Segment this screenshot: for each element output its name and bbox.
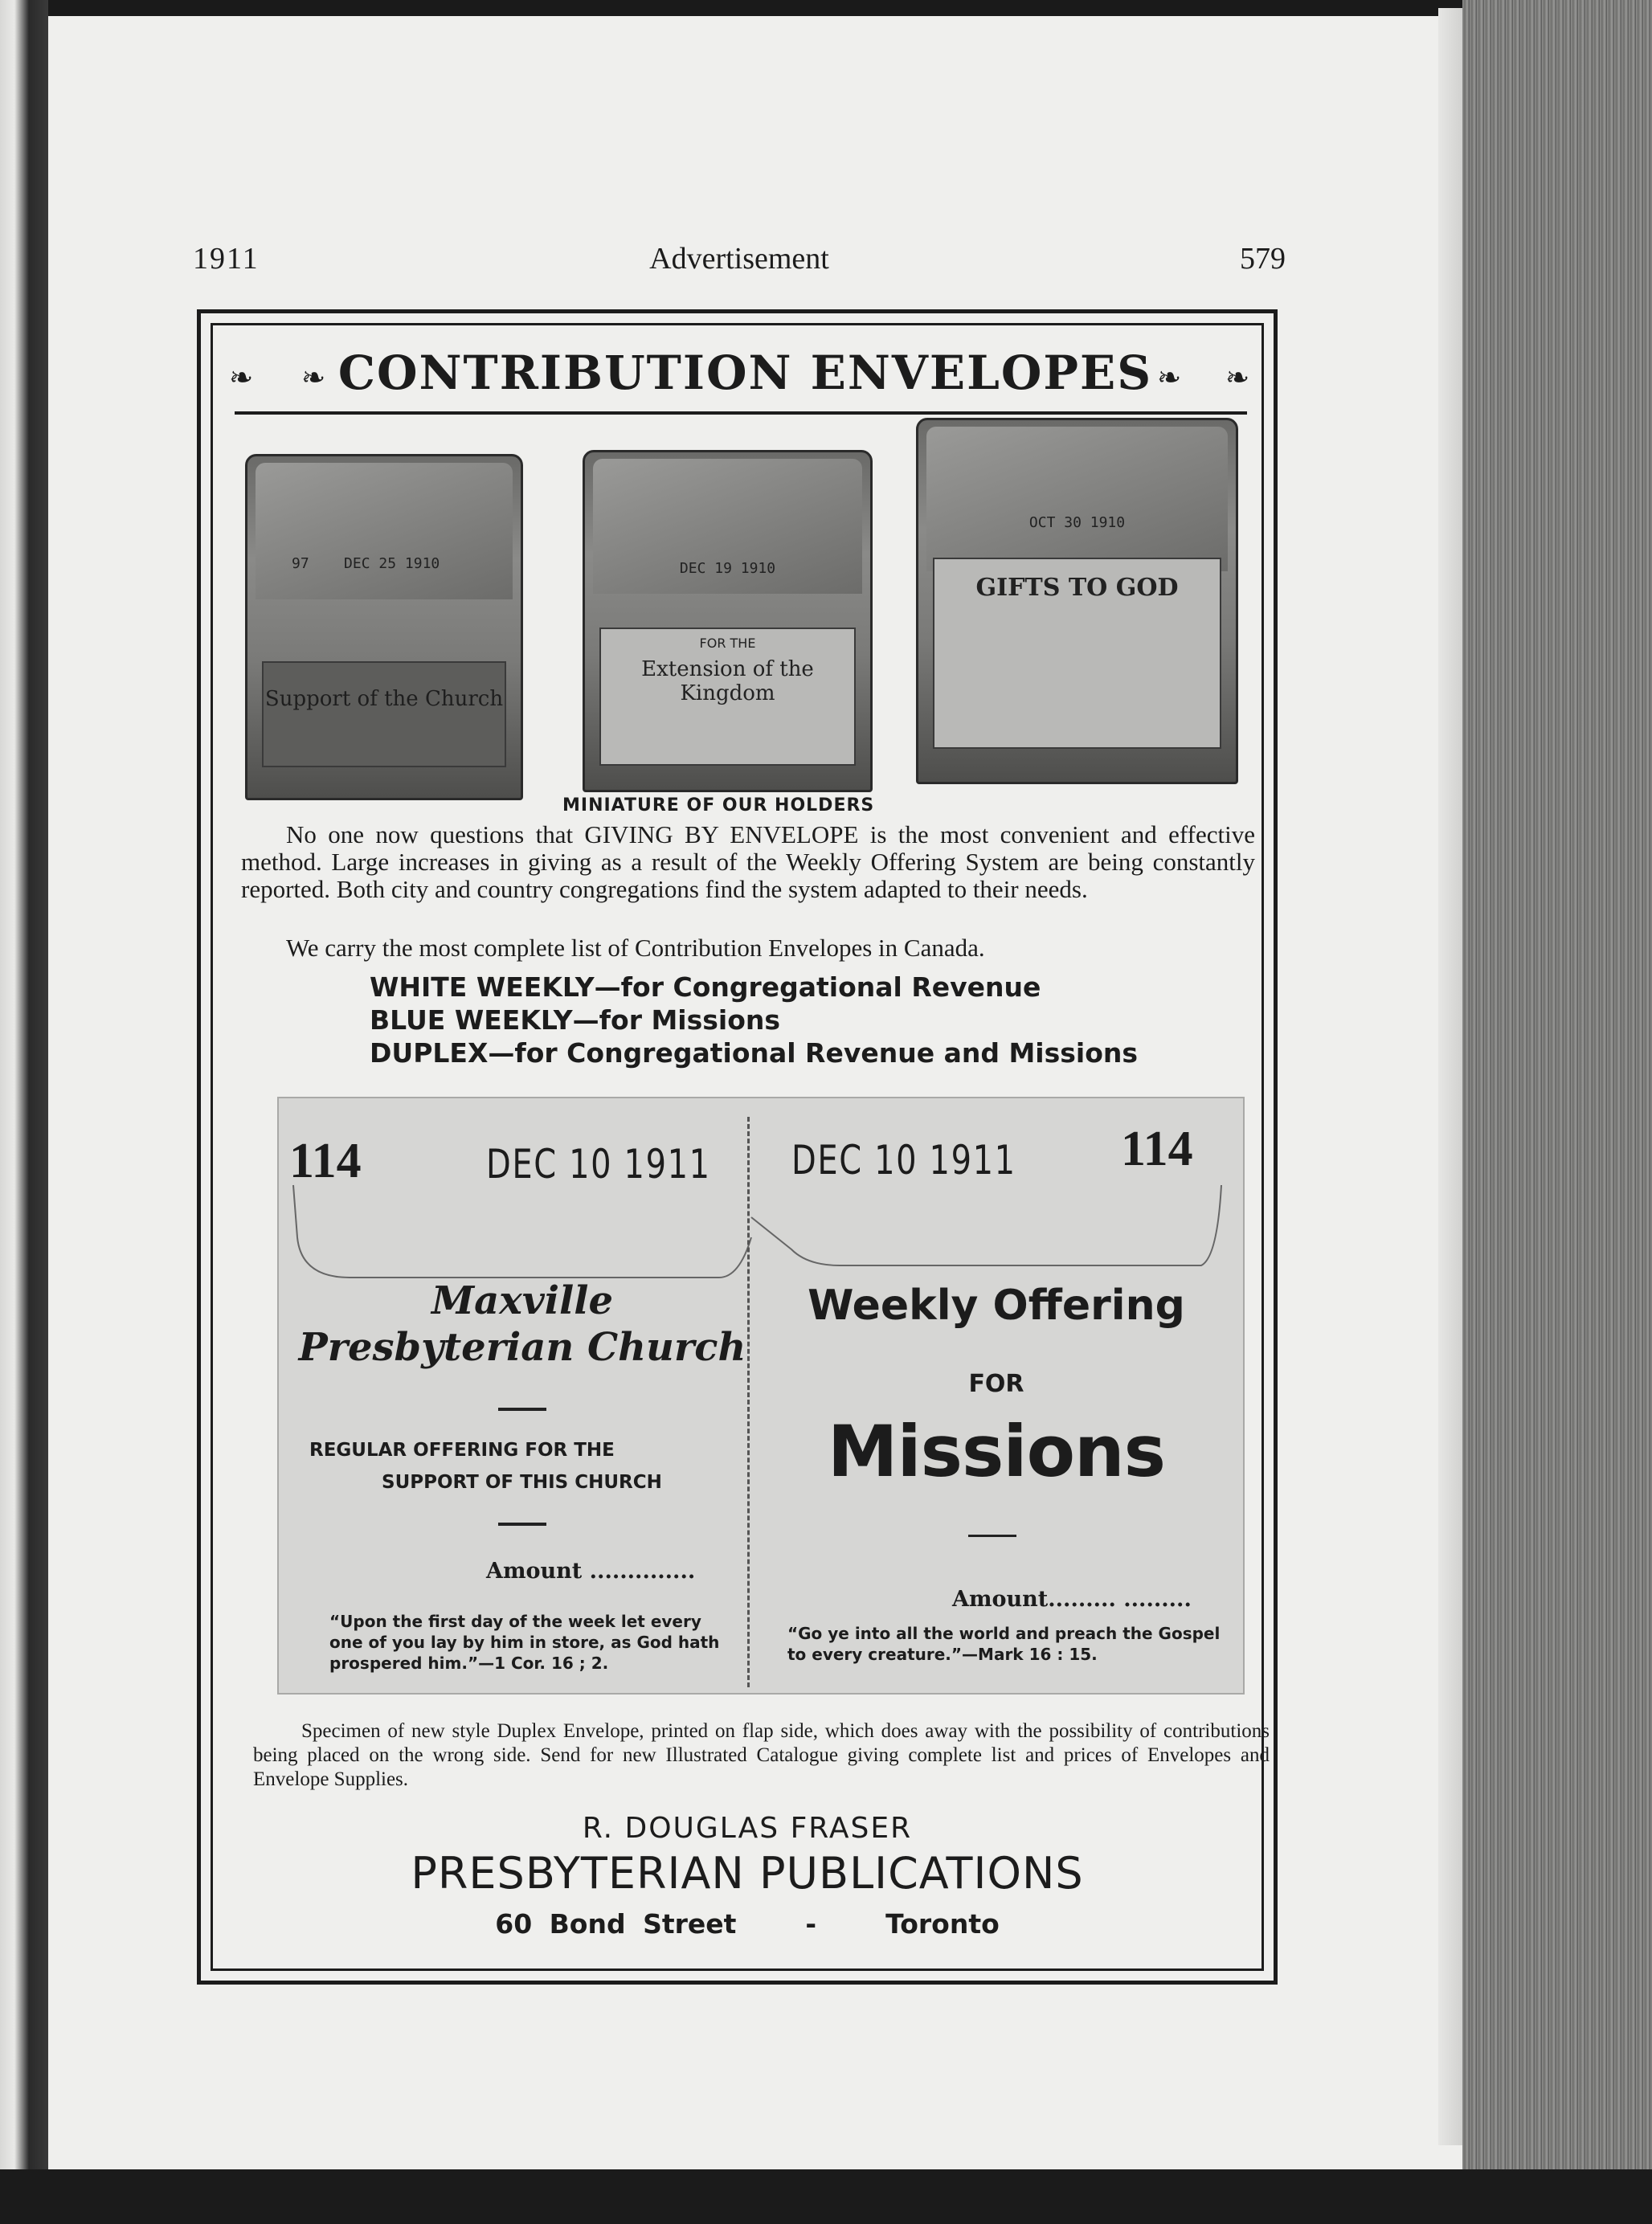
address-street: 60 Bond Street: [495, 1908, 737, 1940]
holder-flap: [256, 463, 513, 599]
running-head: [193, 241, 1286, 281]
fleuron-icon: ❧: [229, 362, 254, 395]
holder-date: [247, 555, 521, 572]
holder-label: [599, 628, 856, 766]
envelope-number-left: 114: [289, 1134, 362, 1188]
perforation-line: [747, 1117, 750, 1687]
envelope-date-left: DEC 10 1911: [486, 1141, 711, 1188]
book-spine-left: [0, 0, 48, 2224]
envelope-type-blue: BLUE WEEKLY—for Missions: [370, 1004, 781, 1036]
address-separator: -: [805, 1908, 817, 1940]
holder-caption: FOR THE: [699, 636, 756, 652]
fleuron-icon: ❧: [1157, 362, 1182, 395]
running-head-year: 1911: [193, 242, 260, 276]
holder-date-text: DEC 19 1910: [679, 560, 776, 578]
publisher-address: [225, 1908, 1270, 1940]
church-name-line1: Maxville: [431, 1278, 613, 1323]
amount-field-right: Amount......... .........: [952, 1587, 1192, 1612]
page-number: 579: [1240, 242, 1286, 276]
weekly-offering-heading: Weekly Offering: [808, 1282, 1185, 1330]
church-name-line2: Presbyterian Church: [298, 1325, 746, 1370]
envelope-type-white: WHITE WEEKLY—for Congregational Revenue: [370, 971, 1041, 1003]
verse-right: “Go ye into all the world and preach the Gospel to every creature.”—Mark 16 : 15.: [787, 1624, 1221, 1664]
holder-number: 97: [292, 555, 309, 573]
missions-heading: Missions: [827, 1410, 1166, 1493]
envelope-types-list: [370, 971, 1138, 1069]
holder-label-text: Support of the Church: [264, 687, 504, 711]
ornamental-dash: [498, 1408, 546, 1411]
envelope-holder-gifts: [916, 418, 1238, 784]
holder-label: [262, 661, 506, 767]
holder-date-text: OCT 30 1910: [1028, 514, 1126, 531]
offering-purpose-line2: SUPPORT OF THIS CHURCH: [382, 1472, 662, 1493]
holder-date-text: DEC 25 1910: [344, 555, 440, 573]
envelope-date-right: DEC 10 1911: [791, 1137, 1016, 1184]
specimen-note: Specimen of new style Duplex Envelope, printed on flap side, which does away with the possibility of contributions being placed on the wrong side. Send for new Illustrated Catalogue giving complete list and prices of Envelopes and Envelope Supplies.: [253, 1720, 1270, 1790]
holders-caption: MINIATURE OF OUR HOLDERS: [562, 795, 875, 816]
ad-headline: CONTRIBUTION ENVELOPES: [337, 345, 1153, 400]
amount-field-left: Amount ..............: [486, 1559, 696, 1584]
church-name: [289, 1278, 755, 1371]
publisher-house: PRESBYTERIAN PUBLICATIONS: [411, 1848, 1084, 1899]
address-city: Toronto: [885, 1908, 1000, 1940]
offering-purpose-line1: REGULAR OFFERING FOR THE: [309, 1440, 615, 1461]
envelope-holder-church: [245, 454, 523, 800]
holder-label: [933, 558, 1221, 749]
for-label: FOR: [968, 1370, 1024, 1398]
holder-title: GIFTS TO GOD: [975, 574, 1179, 602]
envelope-holder-kingdom: [583, 450, 873, 792]
holder-flap: [926, 427, 1228, 571]
envelope-type-duplex: DUPLEX—for Congregational Revenue and Missions: [370, 1037, 1139, 1069]
ornamental-dash: [498, 1523, 546, 1526]
ad-paragraph-2: We carry the most complete list of Contribution Envelopes in Canada.: [286, 934, 985, 962]
ornamental-dash: [968, 1535, 1016, 1537]
fleuron-icon: ❧: [301, 362, 326, 395]
envelope-number-right: 114: [1121, 1122, 1193, 1176]
ad-paragraph-1: No one now questions that GIVING BY ENVELOPE is the most convenient and effective method. Large increases in giving as a result of the Weekly Offering System are being constantly reported. Both city and country congregations find the system adapted to their needs.: [241, 820, 1255, 903]
offering-purpose: [309, 1434, 743, 1498]
holder-label-text: Extension of the Kingdom: [641, 657, 814, 706]
running-head-title: Advertisement: [649, 242, 829, 276]
headline-rule: [235, 411, 1247, 415]
verse-left: “Upon the first day of the week let every one of you lay by him in store, as God hath prospered him.”—1 Cor. 16 ; 2.: [329, 1612, 720, 1673]
book-page-edges: [1462, 0, 1652, 2169]
publisher-name: R. DOUGLAS FRASER: [582, 1812, 913, 1845]
scan-background: [0, 2169, 1652, 2224]
fleuron-icon: ❧: [1225, 362, 1250, 395]
